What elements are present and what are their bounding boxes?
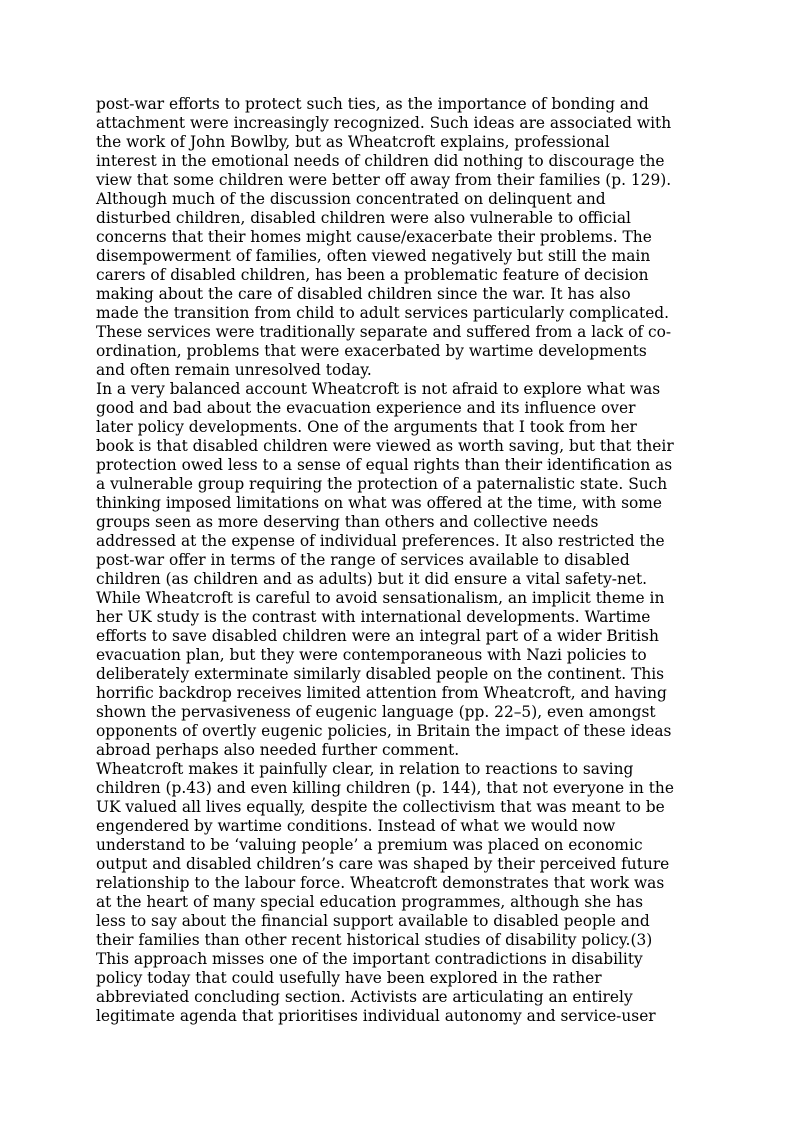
- text-line: horrific backdrop receives limited attention from Wheatcroft, and having: [96, 684, 667, 702]
- text-line: deliberately exterminate similarly disabled people on the continent. This: [96, 665, 665, 683]
- text-line: children (as children and as adults) but it did ensure a vital safety-net.: [96, 570, 648, 588]
- text-line: This approach misses one of the important contradictions in disability: [96, 950, 643, 968]
- text-line: the work of John Bowlby, but as Wheatcroft explains, professional: [96, 133, 610, 151]
- text-line: Although much of the discussion concentrated on delinquent and: [96, 190, 606, 208]
- text-line: engendered by wartime conditions. Instead of what we would now: [96, 817, 616, 835]
- text-line: policy today that could usefully have been explored in the rather: [96, 969, 602, 987]
- text-line: view that some children were better off away from their families (p. 129).: [96, 171, 672, 189]
- text-line: ordination, problems that were exacerbated by wartime developments: [96, 342, 647, 360]
- text-line: UK valued all lives equally, despite the collectivism that was meant to be: [96, 798, 665, 816]
- text-line: In a very balanced account Wheatcroft is not afraid to explore what was: [96, 380, 661, 398]
- text-line: carers of disabled children, has been a problematic feature of decision: [96, 266, 649, 284]
- text-line: later policy developments. One of the arguments that I took from her: [96, 418, 637, 436]
- text-line: good and bad about the evacuation experience and its influence over: [96, 399, 636, 417]
- text-line: disturbed children, disabled children were also vulnerable to official: [96, 209, 631, 227]
- text-line: opponents of overtly eugenic policies, in Britain the impact of these ideas: [96, 722, 672, 740]
- text-line: evacuation plan, but they were contemporaneous with Nazi policies to: [96, 646, 647, 664]
- text-line: understand to be ‘valuing people’ a premium was placed on economic: [96, 836, 643, 854]
- text-line: post-war offer in terms of the range of services available to disabled: [96, 551, 630, 569]
- text-line: their families than other recent historical studies of disability policy.(3): [96, 931, 653, 949]
- text-line: post-war efforts to protect such ties, as the importance of bonding and: [96, 95, 649, 113]
- text-line: attachment were increasingly recognized. Such ideas are associated with: [96, 114, 672, 132]
- text-line: abbreviated concluding section. Activists are articulating an entirely: [96, 988, 633, 1006]
- text-line: a vulnerable group requiring the protection of a paternalistic state. Such: [96, 475, 668, 493]
- text-line: made the transition from child to adult services particularly complicated.: [96, 304, 670, 322]
- text-line: Wheatcroft makes it painfully clear, in relation to reactions to saving: [96, 760, 634, 778]
- text-line: and often remain unresolved today.: [96, 361, 372, 379]
- text-line: concerns that their homes might cause/exacerbate their problems. The: [96, 228, 652, 246]
- text-line: less to say about the financial support available to disabled people and: [96, 912, 650, 930]
- text-line: While Wheatcroft is careful to avoid sensationalism, an implicit theme in: [96, 589, 665, 607]
- text-line: thinking imposed limitations on what was offered at the time, with some: [96, 494, 662, 512]
- text-line: legitimate agenda that prioritises individual autonomy and service-user: [96, 1007, 656, 1025]
- text-line: addressed at the expense of individual preferences. It also restricted the: [96, 532, 665, 550]
- text-line: protection owed less to a sense of equal rights than their identification as: [96, 456, 673, 474]
- body-text: [96, 95, 736, 1026]
- text-line: at the heart of many special education programmes, although she has: [96, 893, 644, 911]
- text-line: efforts to save disabled children were an integral part of a wider British: [96, 627, 659, 645]
- text-line: her UK study is the contrast with international developments. Wartime: [96, 608, 651, 626]
- text-line: children (p.43) and even killing children (p. 144), that not everyone in the: [96, 779, 674, 797]
- text-line: abroad perhaps also needed further comment.: [96, 741, 460, 759]
- text-line: shown the pervasiveness of eugenic language (pp. 22–5), even amongst: [96, 703, 656, 721]
- text-line: book is that disabled children were viewed as worth saving, but that their: [96, 437, 674, 455]
- text-line: interest in the emotional needs of children did nothing to discourage the: [96, 152, 665, 170]
- text-line: output and disabled children’s care was shaped by their perceived future: [96, 855, 670, 873]
- text-line: making about the care of disabled children since the war. It has also: [96, 285, 631, 303]
- text-line: relationship to the labour force. Wheatcroft demonstrates that work was: [96, 874, 665, 892]
- text-line: These services were traditionally separate and suffered from a lack of co-: [96, 323, 672, 341]
- text-line: disempowerment of families, often viewed negatively but still the main: [96, 247, 651, 265]
- text-line: groups seen as more deserving than others and collective needs: [96, 513, 599, 531]
